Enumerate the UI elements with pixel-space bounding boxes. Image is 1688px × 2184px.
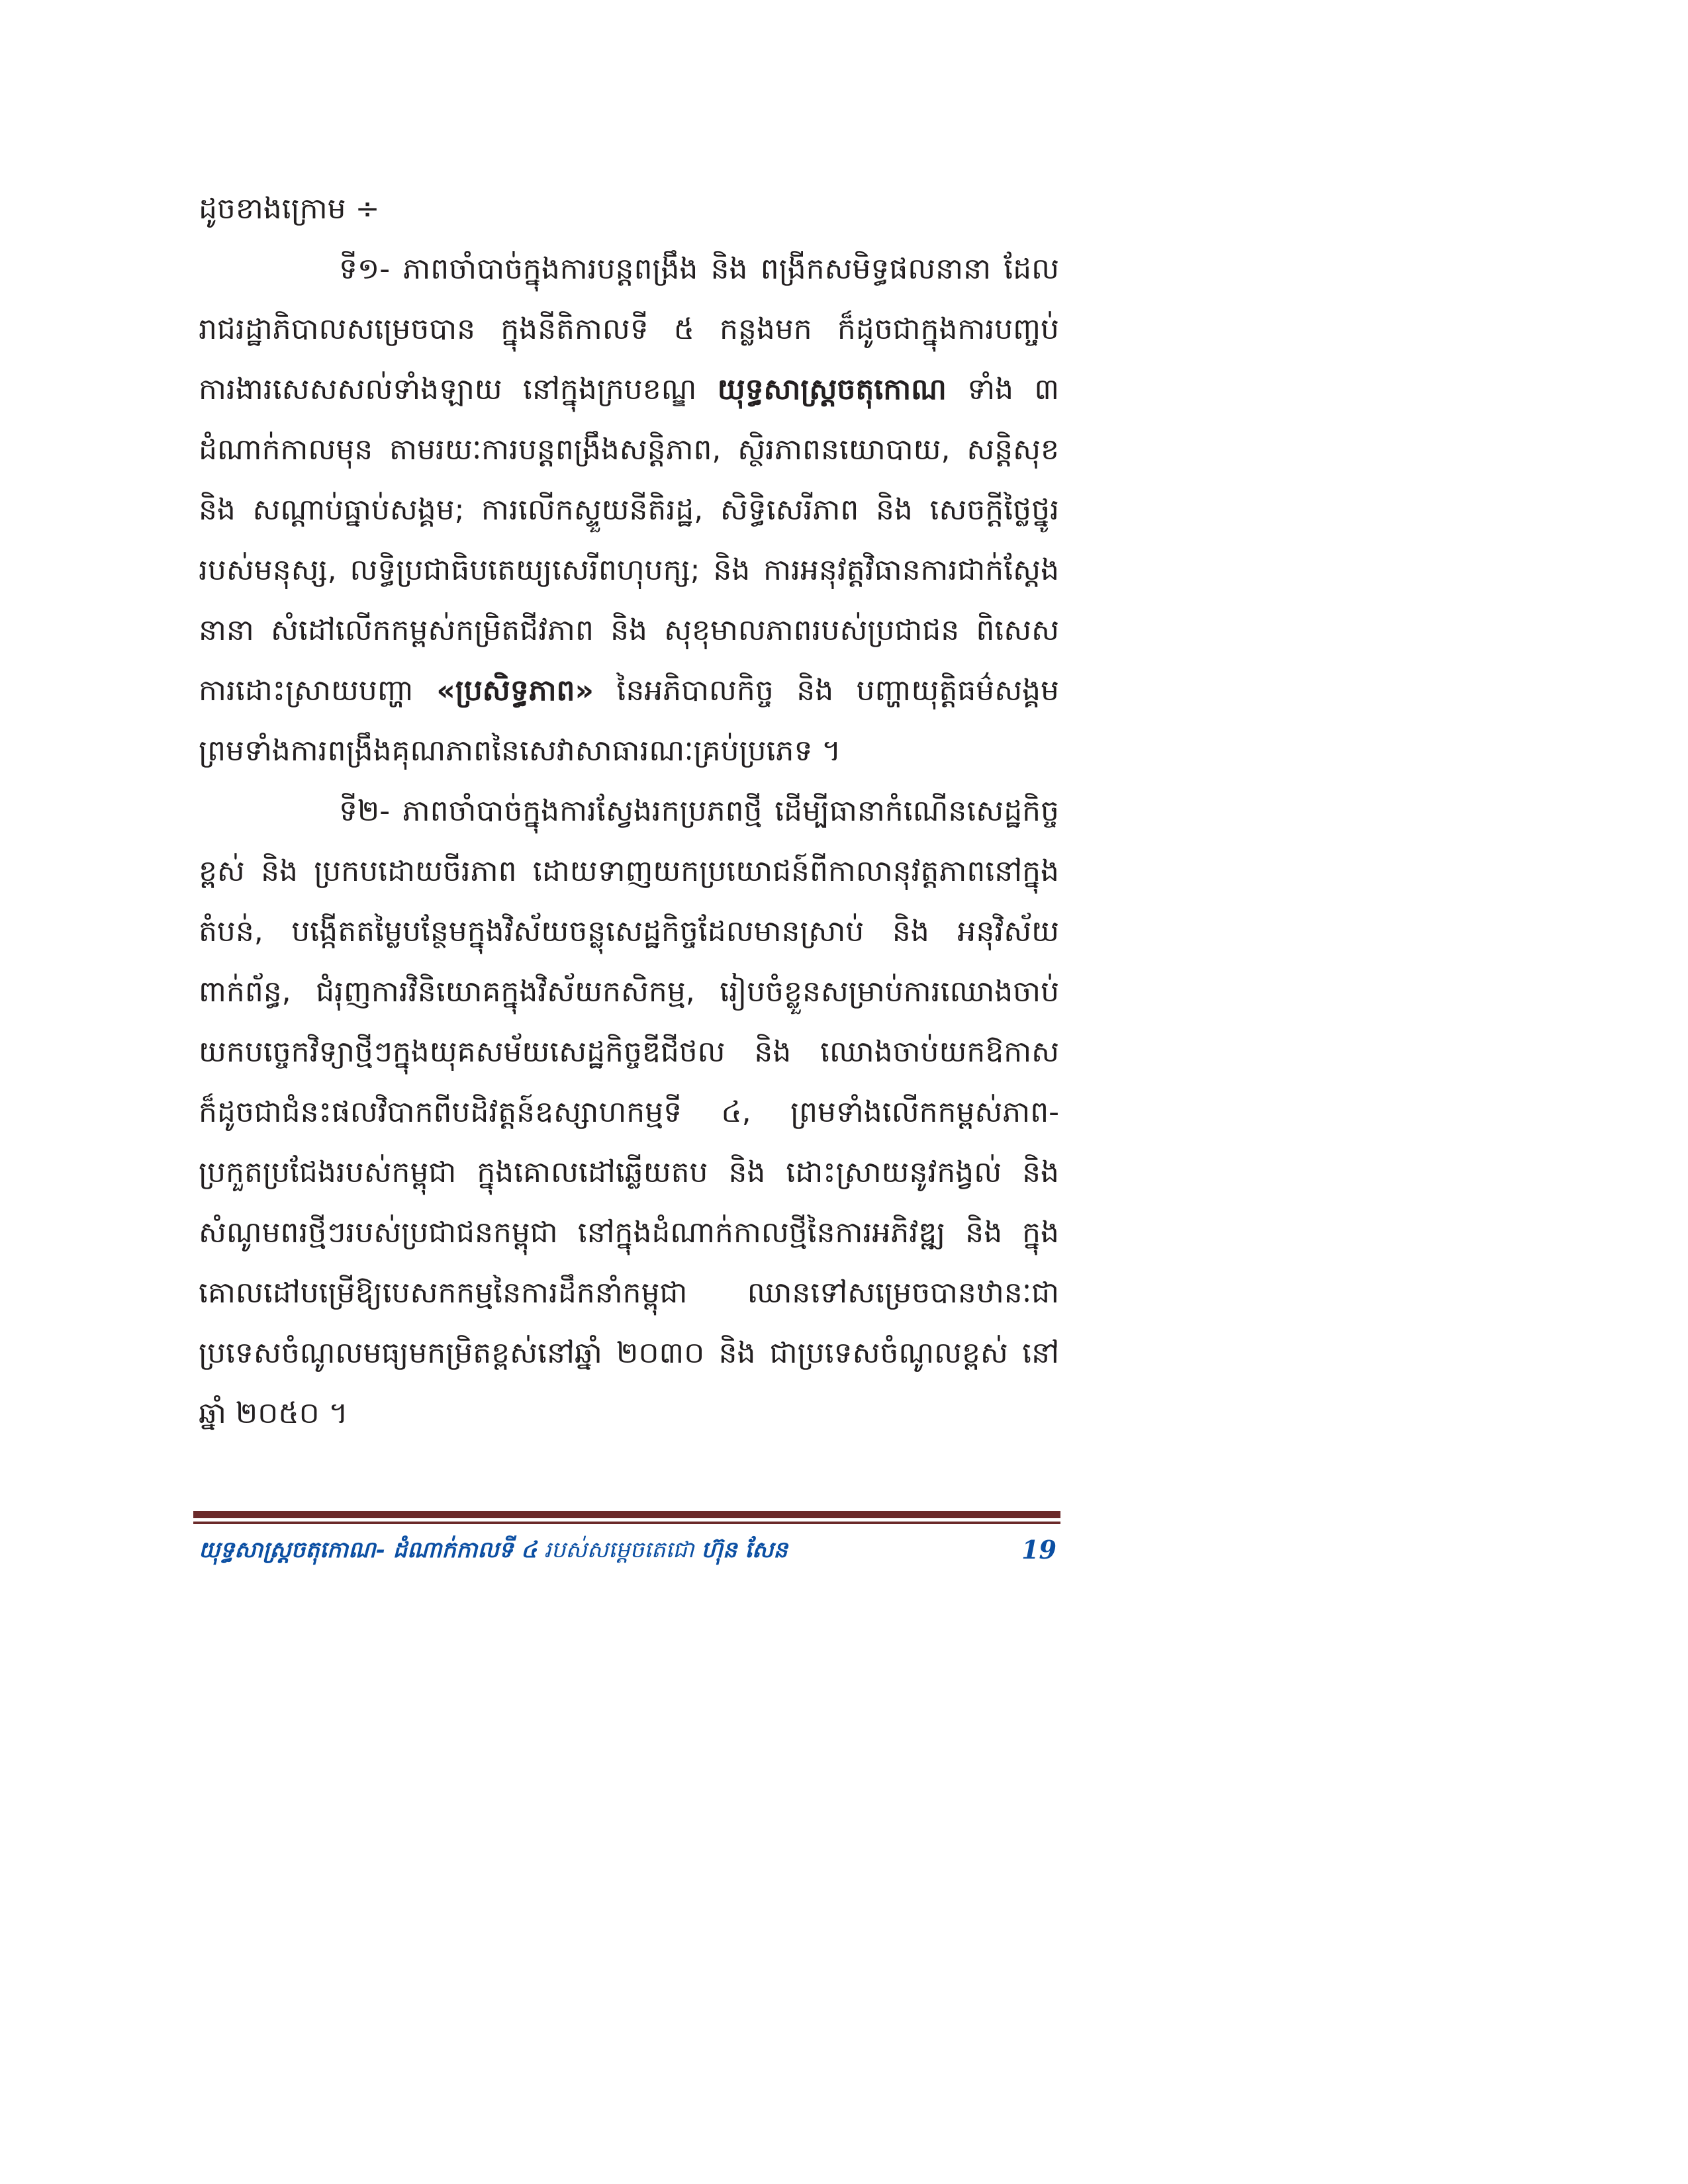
- text-line: ព្រមទាំងការពង្រឹងគុណភាពនៃសេវាសាធារណៈគ្រប់ប្រភេទ ។: [199, 734, 841, 768]
- text-segment: នៃអភិបាលកិច្ច និង បញ្ហាយុត្តិធម៌សង្គម: [593, 674, 1059, 707]
- text-line: នានា សំដៅលើកកម្ពស់កម្រិតជីវភាព និង សុខុមាលភាពរបស់ប្រជាជន ពិសេស: [199, 614, 1059, 647]
- text-line: ឆ្នាំ ២០៥០ ។: [199, 1396, 348, 1430]
- text-line: ទី២- ភាពចាំបាច់ក្នុងការស្វែងរកប្រភពថ្មី ដើម្បីធានាកំណើនសេដ្ឋកិច្ច: [339, 794, 1059, 828]
- footer-title-bold: យុទ្ធសាស្ត្រចតុកោណ: [199, 1537, 376, 1563]
- footer-title: [199, 1531, 788, 1569]
- footer-title-phase: - ដំណាក់កាលទី ៤: [375, 1537, 538, 1563]
- text-line: ទី១- ភាពចាំបាច់ក្នុងការបន្តពង្រឹង និង ពង្រីកសមិទ្ធផលនានា ដែល: [339, 252, 1059, 286]
- text-line: ខ្ពស់ និង ប្រកបដោយចីរភាព ដោយទាញយកប្រយោជន៍ពីកាលានុវត្តភាពនៅក្នុង: [199, 854, 1059, 888]
- text-segment: ការដោះស្រាយបញ្ហា: [199, 674, 437, 707]
- text-line: ក៏ដូចជាជំនះផលវិបាកពីបដិវត្តន៍ឧស្សាហកម្មទី ៤, ព្រមទាំងលើកកម្ពស់ភាព-: [199, 1095, 1059, 1129]
- bold-term: យុទ្ធសាស្ត្រចតុកោណ: [717, 373, 947, 406]
- text-line: [199, 660, 1059, 721]
- text-line: ពាក់ព័ន្ធ, ជំរុញការវិនិយោគក្នុងវិស័យកសិកម្ម, រៀបចំខ្លួនសម្រាប់ការឈោងចាប់: [199, 975, 1059, 1009]
- text-line: គោលដៅបម្រើឱ្យបេសកកម្មនៃការដឹកនាំកម្ពុជា ឈានទៅសម្រេចបានឋានៈជា: [199, 1276, 1059, 1310]
- page-number: 19: [1021, 1535, 1056, 1565]
- text-line: របស់មនុស្ស, លទ្ធិប្រជាធិបតេយ្យសេរីពហុបក្ស; និង ការអនុវត្តវិធានការជាក់ស្តែង: [199, 553, 1059, 587]
- text-segment: ការងារសេសសល់ទាំងឡាយ នៅក្នុងក្របខណ្ឌ: [199, 373, 718, 406]
- footer-title-name: ហ៊ុន សែន: [701, 1537, 788, 1563]
- footer-rule-thin: [193, 1522, 1060, 1524]
- footer-rule-thick: [193, 1511, 1060, 1518]
- text-line: ប្រកួតប្រជែងរបស់កម្ពុជា ក្នុងគោលដៅឆ្លើយតប និង ដោះស្រាយនូវកង្វល់ និង: [199, 1156, 1059, 1189]
- text-line: តំបន់, បង្កើតតម្លៃបន្ថែមក្នុងវិស័យចន្លុសេដ្ឋកិច្ចដែលមានស្រាប់ និង អនុវិស័យ: [199, 915, 1059, 948]
- text-line: ដំណាក់កាលមុន តាមរយៈការបន្តពង្រឹងសន្តិភាព, ស្ថិរភាពនយោបាយ, សន្តិសុខ: [199, 433, 1059, 467]
- page-footer: [199, 1531, 1056, 1571]
- text-line: សំណូមពរថ្មីៗរបស់ប្រជាជនកម្ពុជា នៅក្នុងដំណាក់កាលថ្មីនៃការអភិវឌ្ឍ និង ក្នុង: [199, 1216, 1059, 1250]
- body-text: [199, 179, 1059, 1443]
- text-segment: ទាំង ៣: [946, 373, 1059, 406]
- text-line: [199, 359, 1059, 420]
- bold-term: «ប្រសិទ្ធភាព»: [436, 674, 594, 707]
- text-line: ដូចខាងក្រោម ÷: [199, 192, 380, 226]
- footer-rule: [193, 1511, 1060, 1524]
- footer-title-middle: របស់សម្តេចតេជោ: [537, 1537, 702, 1563]
- text-line: យកបច្ចេកវិទ្យាថ្មីៗក្នុងយុគសម័យសេដ្ឋកិច្ចឌីជីថល និង ឈោងចាប់យកឱកាស: [199, 1035, 1059, 1069]
- text-line: ប្រទេសចំណូលមធ្យមកម្រិតខ្ពស់នៅឆ្នាំ ២០៣០ និង ជាប្រទេសចំណូលខ្ពស់ នៅ: [199, 1336, 1059, 1370]
- text-line: និង សណ្តាប់ធ្នាប់សង្គម; ការលើកស្ទួយនីតិរដ្ឋ, សិទ្ធិសេរីភាព និង សេចក្តីថ្លៃថ្នូរ: [199, 493, 1059, 527]
- text-line: រាជរដ្ឋាភិបាលសម្រេចបាន ក្នុងនីតិកាលទី ៥ កន្លងមក ក៏ដូចជាក្នុងការបញ្ចប់: [199, 312, 1059, 346]
